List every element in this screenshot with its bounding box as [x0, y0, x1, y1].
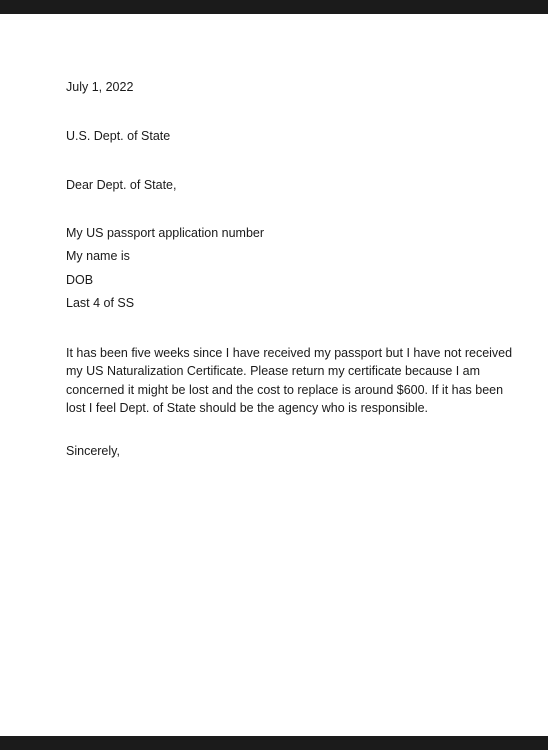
bottom-frame-bar — [0, 736, 548, 750]
dob-line: DOB — [66, 273, 94, 287]
letter-closing: Sincerely, — [66, 444, 120, 458]
top-frame-bar — [0, 0, 548, 14]
letter-salutation: Dear Dept. of State, — [66, 178, 177, 192]
application-number-line: My US passport application number — [66, 226, 265, 240]
body-line: concerned it might be lost and the cost to replace is around $600. If it has been — [66, 382, 504, 397]
body-line: It has been five weeks since I have received my passport but I have not received — [66, 346, 513, 360]
letter-recipient: U.S. Dept. of State — [66, 129, 171, 143]
letter-date: July 1, 2022 — [66, 80, 134, 94]
body-line: my US Naturalization Certificate. Please return my certificate because I am — [66, 364, 481, 379]
ss-line: Last 4 of SS — [66, 296, 135, 310]
name-line: My name is — [66, 249, 130, 263]
body-line: lost I feel Dept. of State should be the agency who is responsible. — [66, 400, 429, 415]
letter-body-paragraph — [66, 344, 513, 417]
